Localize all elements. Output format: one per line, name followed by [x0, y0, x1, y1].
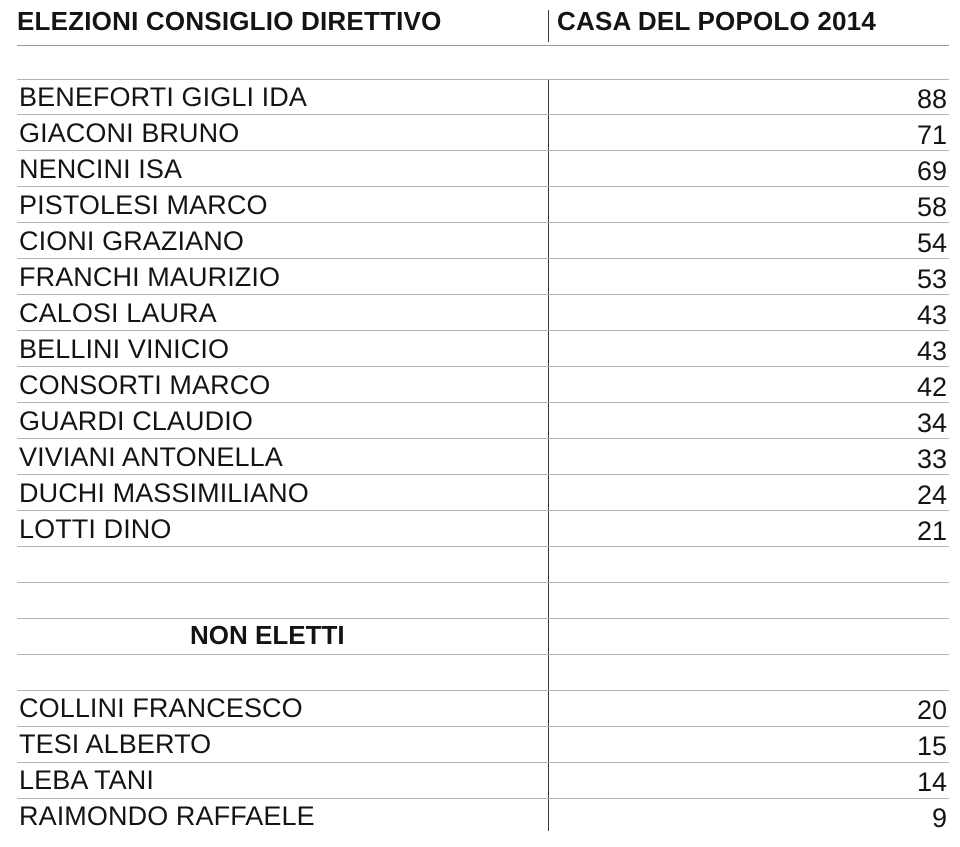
candidate-name: CIONI GRAZIANO — [19, 226, 244, 256]
election-title: ELEZIONI CONSIGLIO DIRETTIVO — [17, 6, 442, 36]
vote-count: 33 — [916, 444, 947, 474]
table-row — [0, 295, 960, 331]
candidate-name: FRANCHI MAURIZIO — [19, 262, 281, 292]
candidate-name: RAIMONDO RAFFAELE — [19, 801, 315, 831]
table-row — [0, 798, 960, 834]
table-row — [0, 79, 960, 115]
candidate-name: PISTOLESI MARCO — [19, 190, 268, 220]
table-row — [0, 511, 960, 547]
table-row — [0, 762, 960, 798]
candidate-name: BELLINI VINICIO — [19, 334, 230, 364]
candidate-name: NENCINI ISA — [19, 154, 183, 184]
row-rule — [17, 582, 949, 583]
vote-count: 21 — [916, 516, 947, 546]
vote-count: 42 — [916, 372, 947, 402]
header-column-divider — [548, 10, 549, 42]
candidate-name: LOTTI DINO — [19, 514, 172, 544]
venue-year-title: CASA DEL POPOLO 2014 — [557, 6, 876, 36]
row-rule — [17, 654, 949, 655]
not-elected-heading: NON ELETTI — [190, 620, 345, 650]
table-header — [0, 6, 960, 42]
table-row — [0, 475, 960, 511]
table-row — [0, 259, 960, 295]
vote-count: 15 — [916, 731, 947, 761]
vote-count: 24 — [916, 480, 947, 510]
vote-count: 43 — [916, 336, 947, 366]
row-rule — [17, 618, 949, 619]
vote-count: 9 — [931, 803, 947, 833]
candidate-name: COLLINI FRANCESCO — [19, 693, 303, 723]
candidate-name: BENEFORTI GIGLI IDA — [19, 82, 307, 112]
table-row — [0, 151, 960, 187]
vote-count: 88 — [916, 84, 947, 114]
vote-count: 53 — [916, 264, 947, 294]
candidate-name: CONSORTI MARCO — [19, 370, 271, 400]
vote-count: 20 — [916, 695, 947, 725]
candidate-name: CALOSI LAURA — [19, 298, 217, 328]
vote-count: 54 — [916, 228, 947, 258]
candidate-name: VIVIANI ANTONELLA — [19, 442, 283, 472]
vote-count: 34 — [916, 408, 947, 438]
vote-count: 71 — [916, 120, 947, 150]
candidate-name: GUARDI CLAUDIO — [19, 406, 253, 436]
vote-count: 14 — [916, 767, 947, 797]
table-row — [0, 439, 960, 475]
candidate-name: TESI ALBERTO — [19, 729, 212, 759]
table-row — [0, 403, 960, 439]
table-row — [0, 223, 960, 259]
vote-count: 58 — [916, 192, 947, 222]
vote-count: 69 — [916, 156, 947, 186]
table-row — [0, 331, 960, 367]
table-row — [0, 726, 960, 762]
header-rule — [17, 45, 949, 46]
table-row — [0, 115, 960, 151]
candidate-name: GIACONI BRUNO — [19, 118, 240, 148]
table-row — [0, 367, 960, 403]
table-row — [0, 690, 960, 726]
table-row — [0, 187, 960, 223]
candidate-name: DUCHI MASSIMILIANO — [19, 478, 309, 508]
vote-count: 43 — [916, 300, 947, 330]
candidate-name: LEBA TANI — [19, 765, 154, 795]
